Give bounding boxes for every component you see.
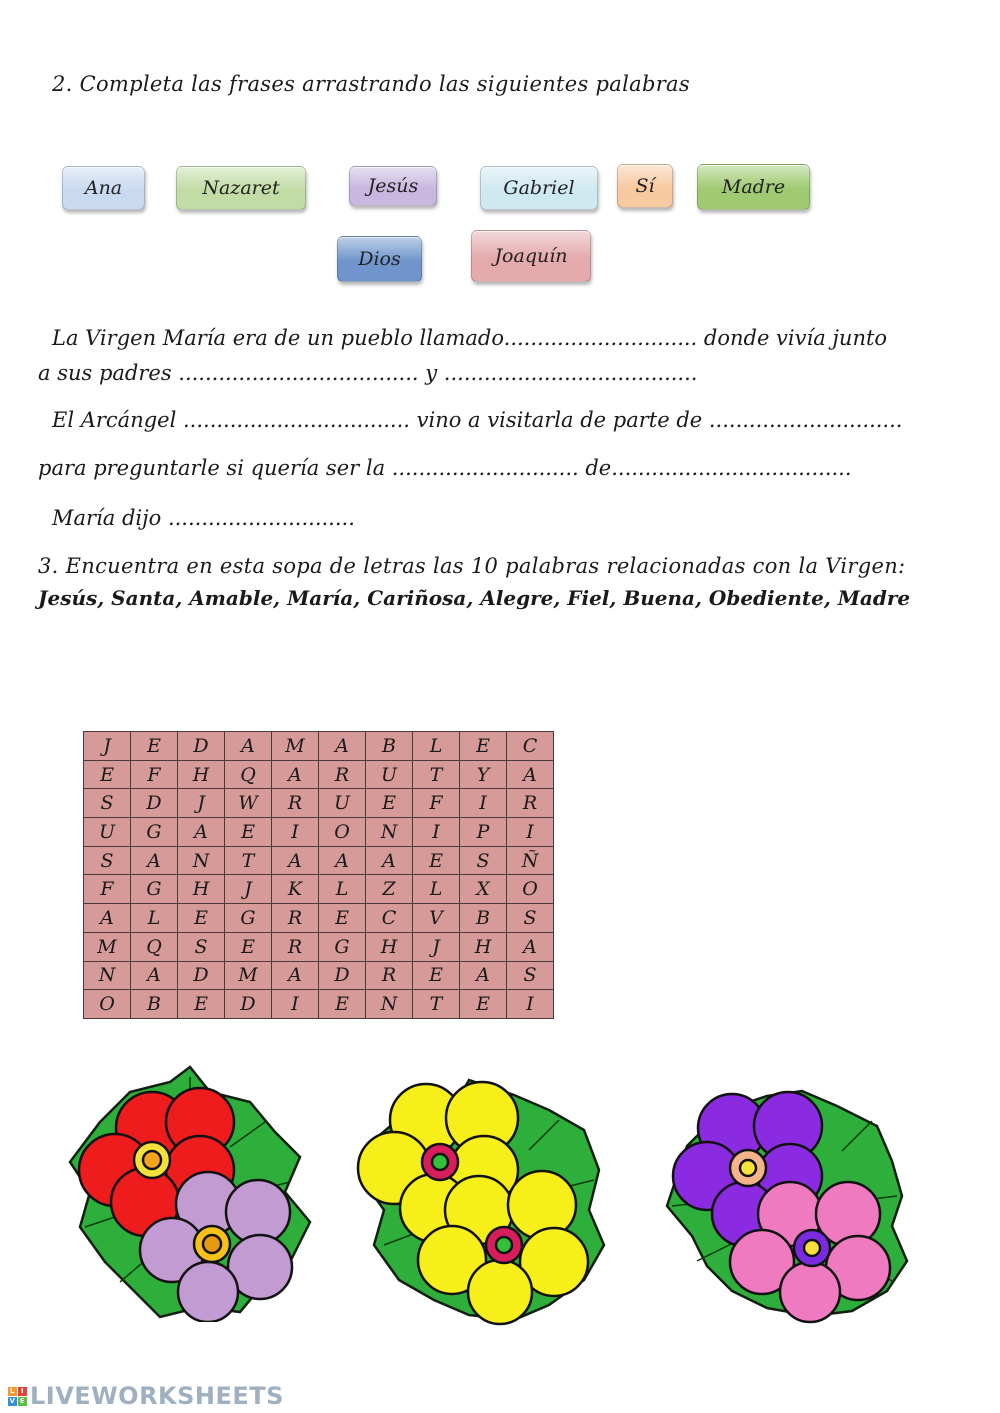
grid-cell[interactable]: R <box>507 789 554 818</box>
grid-cell[interactable]: L <box>319 875 366 904</box>
grid-cell[interactable]: I <box>507 990 554 1019</box>
grid-cell[interactable]: S <box>178 932 225 961</box>
grid-cell[interactable]: E <box>225 932 272 961</box>
sentence-line-2: a sus padres .................................... y ...................................... <box>38 361 698 385</box>
grid-cell[interactable]: A <box>225 732 272 761</box>
grid-cell[interactable]: R <box>272 904 319 933</box>
grid-cell[interactable]: N <box>84 961 131 990</box>
grid-row <box>84 904 554 933</box>
logo-letter-v: V <box>9 1396 16 1405</box>
grid-cell[interactable]: A <box>460 961 507 990</box>
grid-cell[interactable]: J <box>84 732 131 761</box>
grid-cell[interactable]: A <box>507 760 554 789</box>
grid-row <box>84 932 554 961</box>
grid-row <box>84 789 554 818</box>
grid-cell[interactable]: E <box>178 990 225 1019</box>
grid-cell[interactable]: T <box>225 846 272 875</box>
grid-cell[interactable]: D <box>178 732 225 761</box>
grid-cell[interactable]: I <box>272 990 319 1019</box>
grid-cell[interactable]: Q <box>131 932 178 961</box>
grid-row <box>84 875 554 904</box>
grid-cell[interactable]: F <box>413 789 460 818</box>
exercise-3-title: 3. Encuentra en esta sopa de letras las 10 palabras relacionadas con la Virgen: <box>38 554 906 578</box>
grid-cell[interactable]: I <box>507 818 554 847</box>
grid-cell[interactable]: L <box>131 904 178 933</box>
grid-cell[interactable]: T <box>413 990 460 1019</box>
brand-mark-icon <box>8 1387 27 1406</box>
grid-cell[interactable]: B <box>460 904 507 933</box>
grid-cell[interactable]: X <box>460 875 507 904</box>
grid-cell[interactable]: D <box>319 961 366 990</box>
grid-cell[interactable]: H <box>366 932 413 961</box>
grid-row <box>84 760 554 789</box>
grid-cell[interactable]: G <box>131 818 178 847</box>
grid-row <box>84 846 554 875</box>
grid-cell[interactable]: Q <box>225 760 272 789</box>
grid-cell[interactable]: E <box>319 904 366 933</box>
grid-cell[interactable]: S <box>507 961 554 990</box>
grid-cell[interactable]: Y <box>460 760 507 789</box>
grid-cell[interactable]: P <box>460 818 507 847</box>
grid-cell[interactable]: M <box>84 932 131 961</box>
grid-cell[interactable]: K <box>272 875 319 904</box>
grid-cell[interactable]: N <box>178 846 225 875</box>
grid-cell[interactable]: J <box>413 932 460 961</box>
grid-cell[interactable]: B <box>131 990 178 1019</box>
grid-cell[interactable]: M <box>225 961 272 990</box>
grid-cell[interactable]: E <box>413 846 460 875</box>
grid-cell[interactable]: L <box>413 732 460 761</box>
grid-cell[interactable]: L <box>413 875 460 904</box>
grid-cell[interactable]: A <box>272 961 319 990</box>
grid-cell[interactable]: F <box>131 760 178 789</box>
grid-cell[interactable]: S <box>507 904 554 933</box>
grid-cell[interactable]: M <box>272 732 319 761</box>
flower-bouquet-2 <box>354 1070 614 1330</box>
grid-cell[interactable]: A <box>319 732 366 761</box>
grid-cell[interactable]: E <box>460 990 507 1019</box>
grid-cell[interactable]: E <box>225 818 272 847</box>
word-chip-jesus[interactable]: Jesús <box>349 166 437 206</box>
grid-row <box>84 961 554 990</box>
grid-cell[interactable]: S <box>84 846 131 875</box>
word-chip-joaquin[interactable]: Joaquín <box>471 230 591 282</box>
grid-cell[interactable]: E <box>84 760 131 789</box>
grid-cell[interactable]: E <box>319 990 366 1019</box>
grid-cell[interactable]: T <box>413 760 460 789</box>
grid-cell[interactable]: I <box>413 818 460 847</box>
word-chip-nazaret[interactable]: Nazaret <box>176 166 306 210</box>
grid-cell[interactable]: J <box>225 875 272 904</box>
grid-row <box>84 732 554 761</box>
grid-cell[interactable]: W <box>225 789 272 818</box>
grid-cell[interactable]: O <box>84 990 131 1019</box>
grid-cell[interactable]: C <box>507 732 554 761</box>
word-chip-madre[interactable]: Madre <box>697 164 810 210</box>
grid-cell[interactable]: O <box>507 875 554 904</box>
grid-cell[interactable]: I <box>460 789 507 818</box>
flower-bouquet-1 <box>60 1062 320 1322</box>
grid-cell[interactable]: O <box>319 818 366 847</box>
grid-cell[interactable]: N <box>366 818 413 847</box>
brand-name: LIVEWORKSHEETS <box>30 1382 284 1410</box>
grid-cell[interactable]: B <box>366 732 413 761</box>
grid-cell[interactable]: H <box>178 760 225 789</box>
grid-cell[interactable]: R <box>366 961 413 990</box>
grid-cell[interactable]: E <box>413 961 460 990</box>
grid-cell[interactable]: H <box>178 875 225 904</box>
grid-cell[interactable]: E <box>131 732 178 761</box>
grid-cell[interactable]: A <box>366 846 413 875</box>
word-search-grid[interactable] <box>83 731 554 1019</box>
grid-cell[interactable]: N <box>366 990 413 1019</box>
word-chip-gabriel[interactable]: Gabriel <box>480 166 598 210</box>
grid-cell[interactable]: F <box>84 875 131 904</box>
grid-cell[interactable]: A <box>319 846 366 875</box>
grid-cell[interactable]: A <box>178 818 225 847</box>
grid-cell[interactable]: E <box>178 904 225 933</box>
sentence-line-4: para preguntarle si quería ser la ............................ de.................................... <box>38 456 852 480</box>
grid-cell[interactable]: A <box>272 760 319 789</box>
exercise-2-title: 2. Completa las frases arrastrando las siguientes palabras <box>52 72 690 96</box>
grid-cell[interactable]: D <box>131 789 178 818</box>
grid-cell[interactable]: S <box>84 789 131 818</box>
sentence-line-5: María dijo ............................ <box>52 506 355 530</box>
grid-cell[interactable]: V <box>413 904 460 933</box>
grid-cell[interactable]: G <box>131 875 178 904</box>
grid-cell[interactable]: G <box>319 932 366 961</box>
sentence-line-1: La Virgen María era de un pueblo llamado............................. donde vivía junto <box>52 326 888 350</box>
word-chip-si[interactable]: Sí <box>617 164 673 208</box>
grid-cell[interactable]: I <box>272 818 319 847</box>
grid-cell[interactable]: E <box>366 789 413 818</box>
word-chip-dios[interactable]: Dios <box>337 236 422 282</box>
liveworksheets-logo[interactable] <box>8 1382 284 1410</box>
grid-cell[interactable]: A <box>84 904 131 933</box>
grid-cell[interactable]: A <box>507 932 554 961</box>
grid-cell[interactable]: A <box>131 846 178 875</box>
sentence-line-3: El Arcángel .................................. vino a visitarla de parte de ............................. <box>52 408 903 432</box>
grid-cell[interactable]: H <box>460 932 507 961</box>
grid-cell[interactable]: J <box>178 789 225 818</box>
grid-cell[interactable]: A <box>272 846 319 875</box>
word-chip-ana[interactable]: Ana <box>62 166 145 210</box>
logo-letter-e: E <box>19 1396 26 1405</box>
grid-cell[interactable]: C <box>366 904 413 933</box>
logo-letter-i: I <box>18 1387 27 1396</box>
grid-cell[interactable]: R <box>272 932 319 961</box>
grid-cell[interactable]: U <box>84 818 131 847</box>
grid-cell[interactable]: U <box>319 789 366 818</box>
grid-cell[interactable]: D <box>178 961 225 990</box>
grid-cell[interactable]: D <box>225 990 272 1019</box>
flower-bouquet-3 <box>662 1076 922 1336</box>
grid-cell[interactable]: S <box>460 846 507 875</box>
grid-cell[interactable]: R <box>319 760 366 789</box>
grid-cell[interactable]: Ñ <box>507 846 554 875</box>
grid-cell[interactable]: G <box>225 904 272 933</box>
grid-row <box>84 990 554 1019</box>
grid-cell[interactable]: R <box>272 789 319 818</box>
grid-cell[interactable]: Z <box>366 875 413 904</box>
grid-cell[interactable]: E <box>460 732 507 761</box>
logo-letter-l: L <box>8 1387 17 1396</box>
grid-row <box>84 818 554 847</box>
grid-cell[interactable]: U <box>366 760 413 789</box>
word-list: Jesús, Santa, Amable, María, Cariñosa, Alegre, Fiel, Buena, Obediente, Madre <box>38 586 911 610</box>
grid-cell[interactable]: A <box>131 961 178 990</box>
